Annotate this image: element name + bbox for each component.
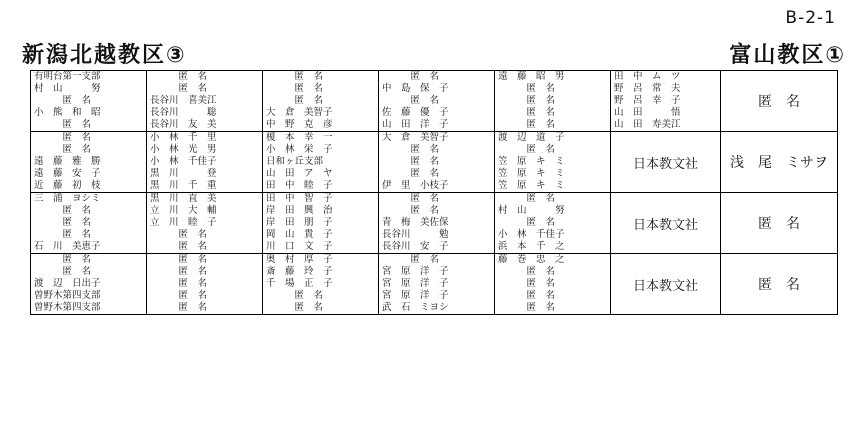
name-column	[263, 71, 379, 132]
name-entry: 小 林 千 里	[150, 132, 217, 143]
name-entry: 小 熊 和 昭	[34, 107, 101, 118]
name-entry: 匿 名	[150, 302, 208, 313]
name-entry: 匿 名	[34, 217, 92, 228]
name-entry: 山 田 悟	[614, 107, 681, 118]
name-entry: 匿 名	[150, 71, 208, 82]
name-entry: 匿 名	[150, 241, 208, 252]
name-column	[379, 254, 495, 315]
name-column	[31, 71, 147, 132]
name-entry: 田 中 智 子	[266, 193, 333, 204]
name-entry: 匿 名	[382, 168, 440, 179]
name-entry: 匿 名	[150, 290, 208, 301]
name-column	[31, 132, 147, 193]
name-entry: 匿 名	[498, 217, 556, 228]
name-entry: 小 林 栄 子	[266, 144, 333, 155]
name-entry: 笠 原 キ ミ	[498, 180, 565, 191]
name-entry: 匿 名	[34, 119, 92, 130]
right-entry-cell: 匿 名	[721, 254, 838, 315]
name-entry: 匿 名	[150, 254, 208, 265]
table-row	[31, 254, 838, 315]
name-column	[495, 132, 611, 193]
name-entry: 匿 名	[498, 83, 556, 94]
name-entry: 匿 名	[498, 266, 556, 277]
name-entry: 有明台第一支部	[34, 71, 101, 82]
name-entry: 岸 田 興 治	[266, 205, 333, 216]
name-entry: 匿 名	[382, 144, 440, 155]
name-entry: 山 田 寿美江	[614, 119, 681, 130]
name-entry: 笠 原 キ ミ	[498, 168, 565, 179]
name-entry: 匿 名	[34, 266, 92, 277]
name-entry: 宮 原 洋 子	[382, 266, 449, 277]
name-column	[147, 71, 263, 132]
name-entry: 川 口 文 子	[266, 241, 333, 252]
name-entry: 武 石 ミヨシ	[382, 302, 449, 313]
name-entry: 匿 名	[266, 71, 324, 82]
name-entry: 大 倉 美智子	[382, 132, 449, 143]
name-entry: 宮 原 洋 子	[382, 290, 449, 301]
publisher-cell: 日本教文社	[611, 193, 721, 254]
name-entry: 斎 藤 玲 子	[266, 266, 333, 277]
name-entry: 匿 名	[498, 278, 556, 289]
name-entry: 伊 里 小枝子	[382, 180, 449, 191]
name-entry: 匿 名	[266, 95, 324, 106]
name-entry: 村 山 努	[498, 205, 565, 216]
name-entry: 宮 原 洋 子	[382, 278, 449, 289]
name-entry: 藤 巻 忠 之	[498, 254, 565, 265]
name-entry: 匿 名	[498, 193, 556, 204]
name-entry: 渡 辺 日出子	[34, 278, 101, 289]
table-row	[31, 71, 838, 132]
name-column	[31, 254, 147, 315]
name-entry: 黒 川 登	[150, 168, 217, 179]
name-entry: 匿 名	[498, 290, 556, 301]
name-column	[379, 193, 495, 254]
name-entry: 小 林 光 男	[150, 144, 217, 155]
name-entry: 浜 本 千 之	[498, 241, 565, 252]
name-entry: 匿 名	[150, 229, 208, 240]
name-entry: 村 山 努	[34, 83, 101, 94]
right-entry-cell: 匿 名	[721, 71, 838, 132]
name-entry: 匿 名	[498, 107, 556, 118]
name-entry: 匿 名	[382, 95, 440, 106]
name-column	[379, 132, 495, 193]
name-column	[263, 254, 379, 315]
name-entry: 匿 名	[266, 83, 324, 94]
name-entry: 遠 藤 昭 男	[498, 71, 565, 82]
name-entry: 千 場 正 子	[266, 278, 333, 289]
name-column	[379, 71, 495, 132]
donor-table	[30, 70, 838, 315]
name-entry: 匿 名	[34, 205, 92, 216]
name-entry: 山 田 洋 子	[382, 119, 449, 130]
name-entry: 三 浦 ヨシミ	[34, 193, 101, 204]
name-entry: 匿 名	[266, 290, 324, 301]
name-entry: 匿 名	[382, 71, 440, 82]
right-entry-cell: 浅 尾 ミサヲ	[721, 132, 838, 193]
name-entry: 榎 本 幸 一	[266, 132, 333, 143]
name-entry: 奥 村 厚 子	[266, 254, 333, 265]
name-entry: 長谷川 喜美江	[150, 95, 217, 106]
name-entry: 匿 名	[498, 144, 556, 155]
name-column	[495, 193, 611, 254]
publisher-cell: 日本教文社	[611, 254, 721, 315]
name-entry: 立 川 睦 子	[150, 217, 217, 228]
name-entry: 長谷川 安 子	[382, 241, 449, 252]
publisher-cell: 日本教文社	[611, 132, 721, 193]
name-entry: 匿 名	[498, 302, 556, 313]
name-entry: 佐 藤 優 子	[382, 107, 449, 118]
name-entry: 中 島 保 子	[382, 83, 449, 94]
name-entry: 田 中 ム ツ	[614, 71, 681, 82]
right-section-title: 富山教区①	[729, 43, 846, 68]
name-entry: 曽野木第四支部	[34, 302, 101, 313]
name-entry: 長谷川 勉	[382, 229, 449, 240]
name-column	[147, 193, 263, 254]
name-column	[147, 254, 263, 315]
name-entry: 匿 名	[34, 132, 92, 143]
name-entry: 匿 名	[150, 266, 208, 277]
name-column	[611, 71, 721, 132]
name-entry: 匿 名	[382, 205, 440, 216]
name-entry: 黒 川 千 重	[150, 180, 217, 191]
name-entry: 大 倉 美智子	[266, 107, 333, 118]
name-entry: 近 藤 初 枝	[34, 180, 101, 191]
name-entry: 石 川 美恵子	[34, 241, 101, 252]
name-entry: 匿 名	[382, 254, 440, 265]
table-row	[31, 193, 838, 254]
name-column	[263, 132, 379, 193]
name-entry: 匿 名	[382, 193, 440, 204]
name-entry: 匿 名	[498, 119, 556, 130]
name-entry: 長谷川 友 美	[150, 119, 217, 130]
name-entry: 小 林 千佳子	[150, 156, 217, 167]
right-entry-cell: 匿 名	[721, 193, 838, 254]
name-entry: 曽野木第四支部	[34, 290, 101, 301]
name-entry: 匿 名	[382, 156, 440, 167]
name-entry: 遠 藤 雅 勝	[34, 156, 101, 167]
page-code: B-2-1	[785, 8, 836, 28]
name-entry: 岡 山 貴 子	[266, 229, 333, 240]
name-entry: 長谷川 聡	[150, 107, 217, 118]
name-entry: 中 野 克 彦	[266, 119, 333, 130]
table-row	[31, 132, 838, 193]
name-column	[495, 254, 611, 315]
left-section-title: 新潟北越教区③	[22, 43, 187, 68]
name-entry: 日和ヶ丘支部	[266, 156, 324, 167]
name-entry: 匿 名	[34, 254, 92, 265]
name-entry: 野 呂 常 夫	[614, 83, 681, 94]
name-entry: 匿 名	[34, 229, 92, 240]
name-entry: 田 中 睦 子	[266, 180, 333, 191]
name-entry: 山 田 ア ヤ	[266, 168, 333, 179]
name-entry: 匿 名	[150, 83, 208, 94]
name-entry: 匿 名	[266, 302, 324, 313]
name-entry: 匿 名	[498, 95, 556, 106]
name-column	[31, 193, 147, 254]
name-entry: 渡 辺 道 子	[498, 132, 565, 143]
name-entry: 岸 田 朋 子	[266, 217, 333, 228]
name-entry: 笠 原 キ ミ	[498, 156, 565, 167]
name-entry: 立 川 大 輔	[150, 205, 217, 216]
name-entry: 匿 名	[150, 278, 208, 289]
name-entry: 遠 藤 安 子	[34, 168, 101, 179]
name-column	[147, 132, 263, 193]
name-entry: 匿 名	[34, 95, 92, 106]
name-entry: 野 呂 幸 子	[614, 95, 681, 106]
name-entry: 匿 名	[34, 144, 92, 155]
name-entry: 小 林 千佳子	[498, 229, 565, 240]
name-entry: 黒 川 直 美	[150, 193, 217, 204]
name-entry: 青 梅 美佐保	[382, 217, 449, 228]
name-column	[263, 193, 379, 254]
name-column	[495, 71, 611, 132]
